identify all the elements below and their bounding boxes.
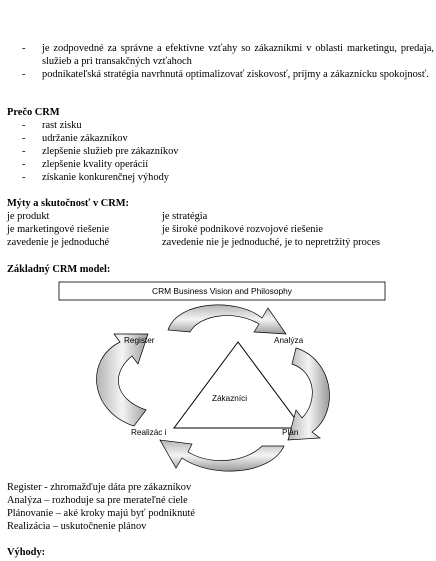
list-item-text: získanie konkurenčnej výhody bbox=[42, 172, 169, 183]
dash-bullet: - bbox=[22, 146, 26, 157]
myth-cell: je produkt bbox=[7, 211, 50, 222]
label-zakaznici: Zákazníci bbox=[212, 394, 248, 403]
reality-cell: je stratégia bbox=[162, 211, 208, 222]
list-item-text: je zodpovedné za správne a efektívne vzťahy so zákazníkmi v oblasti marketingu, predaja, služieb a pri transakčných vzťahoch bbox=[42, 43, 434, 67]
arrow-analyza-plan bbox=[288, 348, 329, 440]
dash-bullet: - bbox=[22, 172, 26, 183]
myth-cell: zavedenie je jednoduché bbox=[7, 237, 110, 248]
section-heading-myty: Mýty a skutočnosť v CRM: bbox=[7, 198, 130, 209]
banner-text: CRM Business Vision and Philosophy bbox=[152, 286, 292, 296]
dash-bullet: - bbox=[22, 133, 26, 144]
legend-line: Analýza – rozhoduje sa pre merateľné ciele bbox=[7, 495, 188, 506]
legend-line: Register - zhromažďuje dáta pre zákazníkov bbox=[7, 482, 192, 493]
reality-cell: zavedenie nie je jednoduché, je to nepretržitý proces bbox=[162, 237, 381, 248]
legend-line: Realizácia – uskutočnenie plánov bbox=[7, 521, 147, 532]
list-item-text: podnikateľská stratégia navrhnutá optimalizovať ziskovosť, príjmy a zákaznícku spokojnosť. bbox=[42, 69, 429, 80]
arrow-realizacia-register bbox=[97, 334, 148, 426]
label-plan: Plán bbox=[282, 428, 299, 437]
dash-bullet: - bbox=[22, 120, 26, 131]
label-realizacia: Realizác i bbox=[131, 428, 167, 437]
section-heading-model: Základný CRM model: bbox=[7, 264, 111, 275]
list-item-text: udržanie zákazníkov bbox=[42, 133, 128, 144]
myth-cell: je marketingové riešenie bbox=[7, 224, 110, 235]
list-item-text: rast zisku bbox=[42, 120, 82, 131]
arrow-register-analyza bbox=[168, 305, 286, 334]
dash-bullet: - bbox=[22, 69, 26, 80]
label-analyza: Analýza bbox=[274, 336, 304, 345]
zakaznici-triangle bbox=[174, 342, 302, 428]
arrow-plan-realizacia bbox=[160, 440, 284, 471]
label-register: Register bbox=[124, 336, 155, 345]
reality-cell: je široké podnikové rozvojové riešenie bbox=[162, 224, 324, 235]
list-item-text: zlepšenie služieb pre zákazníkov bbox=[42, 146, 179, 157]
section-heading-vyhody: Výhody: bbox=[7, 547, 46, 558]
section-heading-preco: Prečo CRM bbox=[7, 107, 60, 118]
dash-bullet: - bbox=[22, 159, 26, 170]
legend-line: Plánovanie – aké kroky majú byť podniknuté bbox=[7, 508, 195, 519]
list-item-text: zlepšenie kvality operácií bbox=[42, 159, 149, 170]
dash-bullet: - bbox=[22, 43, 26, 54]
